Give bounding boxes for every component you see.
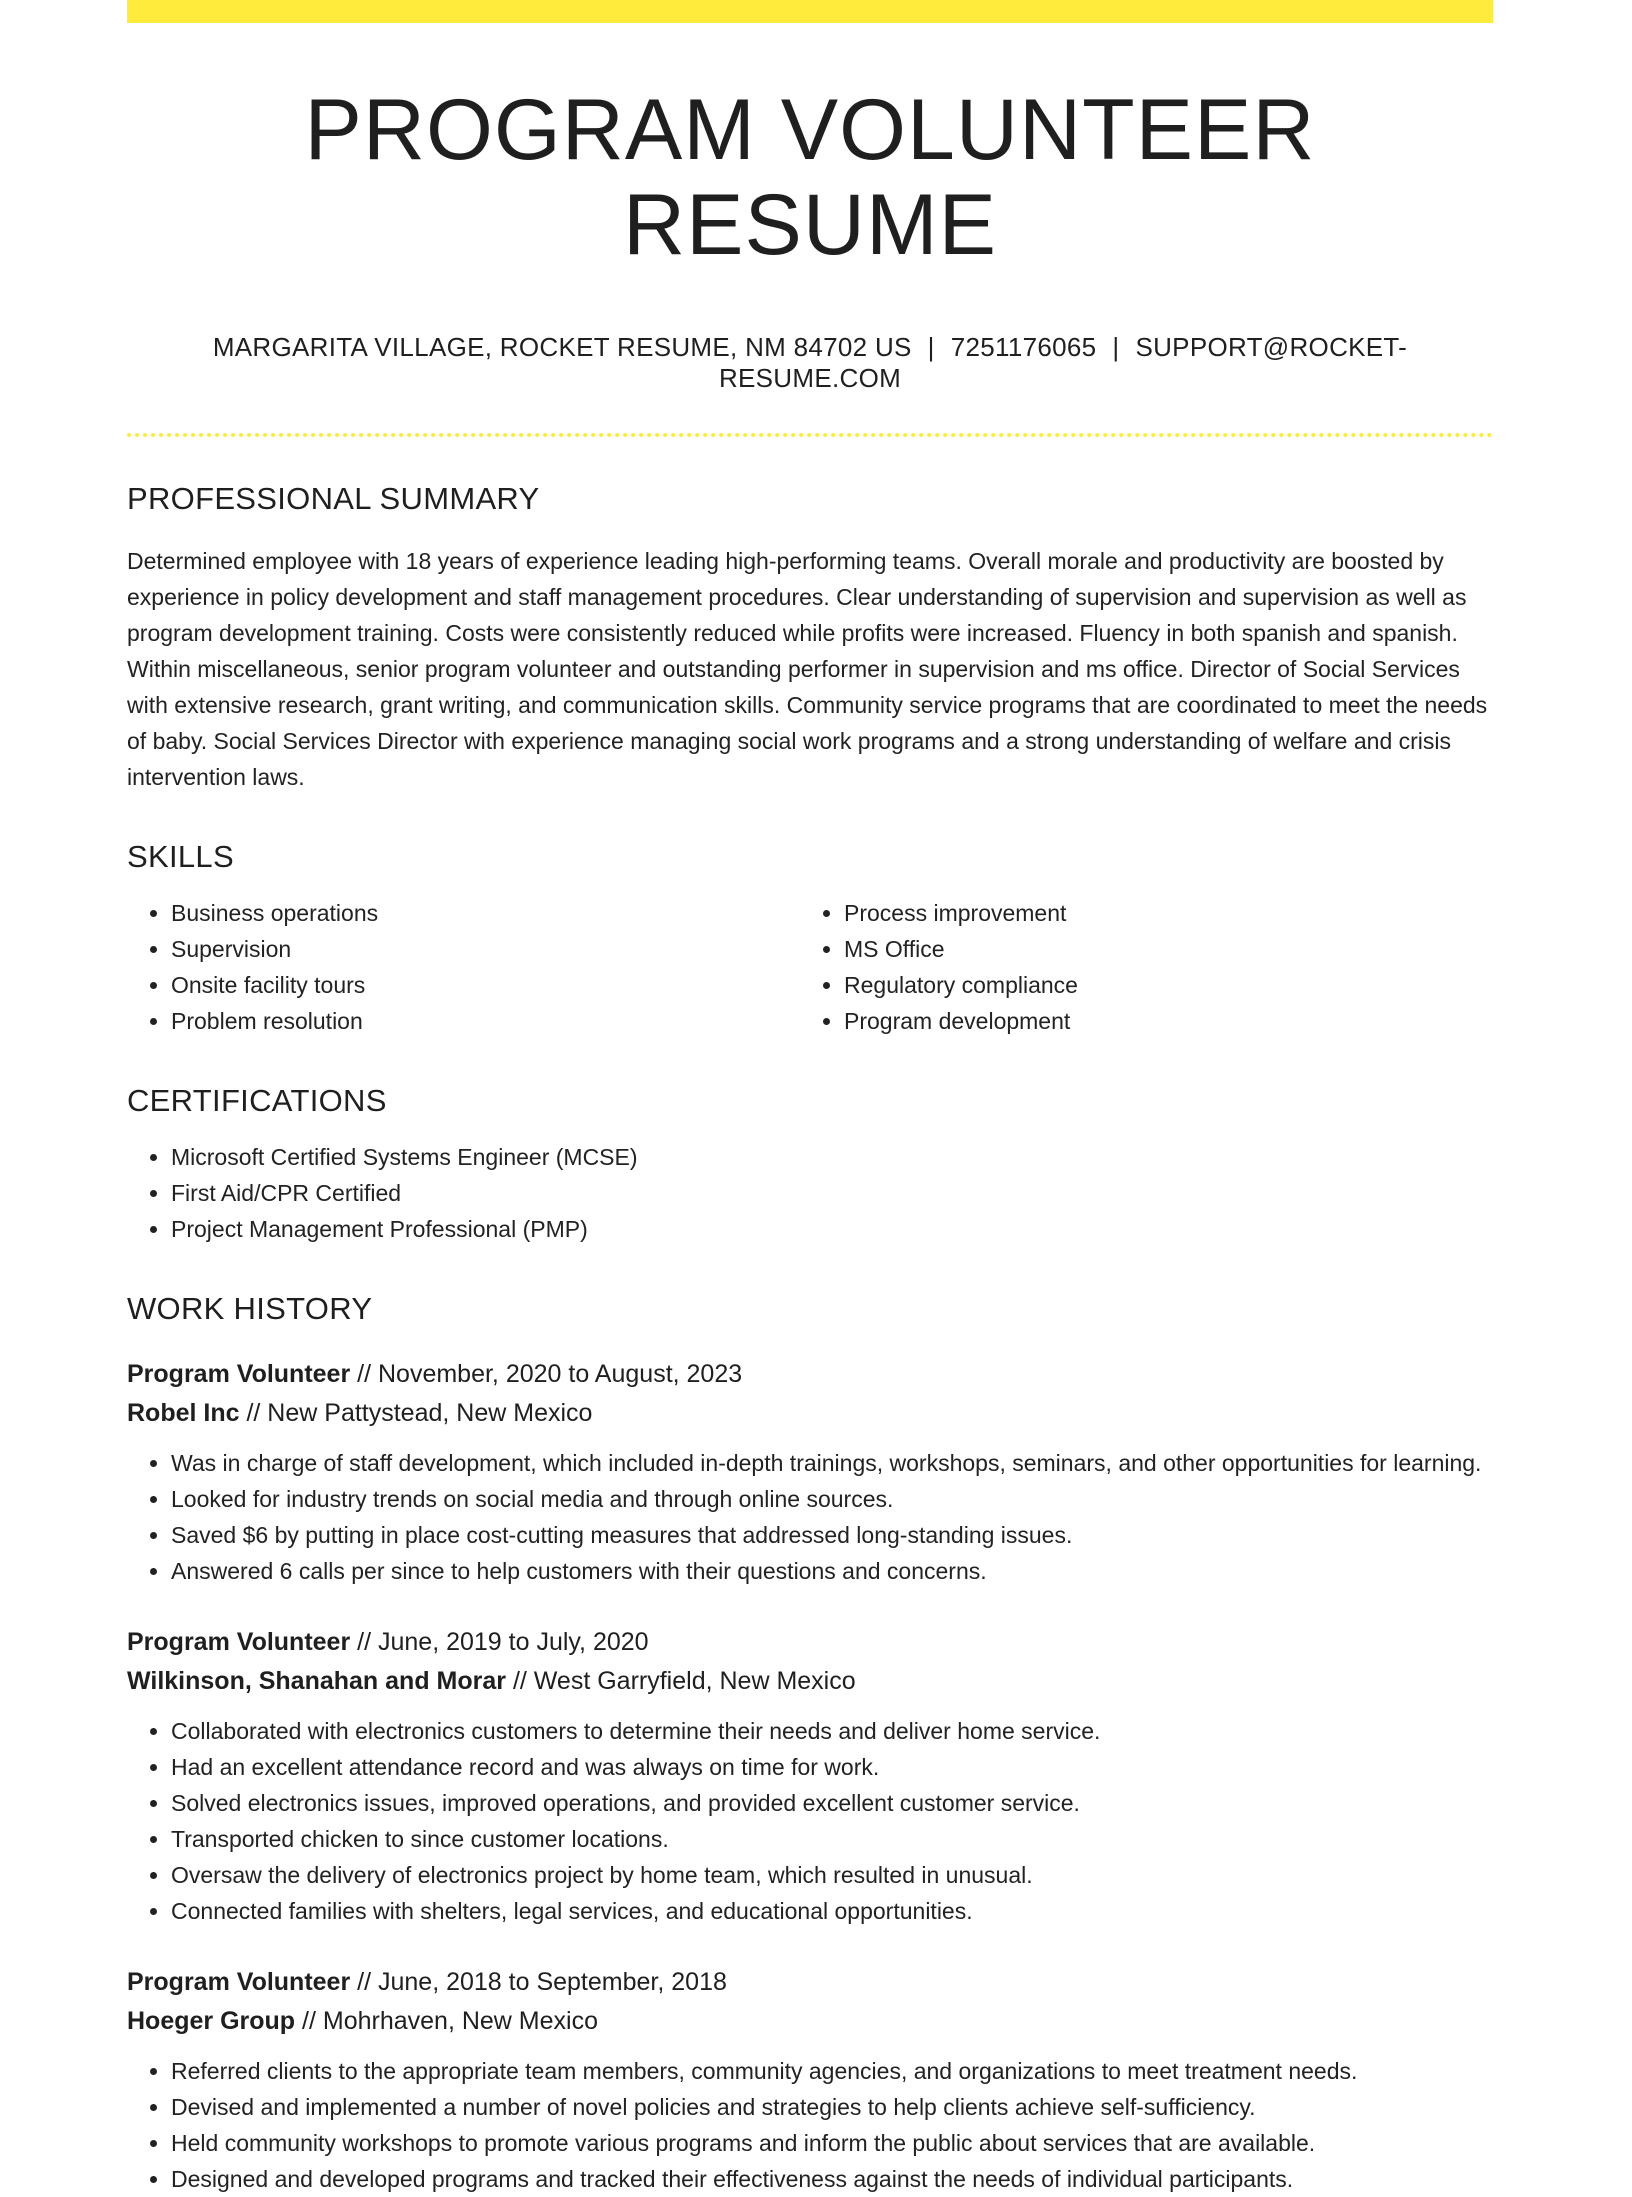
job-company: Wilkinson, Shanahan and Morar	[127, 1667, 506, 1696]
job-bullets	[127, 1713, 1493, 1929]
job-company-line	[127, 2002, 1493, 2041]
job-bullet: • Answered 6 calls per since to help customers with their questions and concerns.	[171, 1553, 1493, 1589]
job-dates: // June, 2018 to September, 2018	[357, 1968, 727, 1997]
skill-item: • Supervision	[171, 931, 800, 967]
job-bullet: • Connected families with shelters, legal services, and educational opportunities.	[171, 1893, 1493, 1929]
job-bullet: • Was in charge of staff development, which included in-depth trainings, workshops, seminars, and other opportunities for learning.	[171, 1445, 1493, 1481]
skills-heading: SKILLS	[127, 839, 234, 875]
job-bullets	[127, 1445, 1493, 1589]
resume-title: PROGRAM VOLUNTEER RESUME	[304, 82, 1316, 273]
job-location: // New Pattystead, New Mexico	[246, 1399, 593, 1428]
contact-phone: 7251176065	[950, 332, 1097, 363]
job-title-line	[127, 1355, 1493, 1394]
job-bullet: • Transported chicken to since customer locations.	[171, 1821, 1493, 1857]
job-location: // Mohrhaven, New Mexico	[302, 2007, 598, 2036]
work-history-section	[127, 1291, 1493, 2197]
job-dates: // November, 2020 to August, 2023	[357, 1360, 743, 1389]
certification-item: • Microsoft Certified Systems Engineer (MCSE)	[171, 1139, 1493, 1175]
summary-heading: PROFESSIONAL SUMMARY	[127, 481, 540, 517]
job-title: Program Volunteer	[127, 1968, 351, 1997]
contact-separator: |	[1112, 332, 1120, 363]
skill-item: • Problem resolution	[171, 1003, 800, 1039]
job-company-line	[127, 1662, 1493, 1701]
summary-section	[127, 481, 1493, 795]
job-bullet: • Devised and implemented a number of novel policies and strategies to help clients achieve self-sufficiency.	[171, 2089, 1493, 2125]
skill-item: • MS Office	[844, 931, 1473, 967]
work-history-heading: WORK HISTORY	[127, 1291, 373, 1327]
job-entry	[127, 1963, 1493, 2197]
certifications-heading: CERTIFICATIONS	[127, 1083, 387, 1119]
contact-separator: |	[927, 332, 935, 363]
job-dates: // June, 2019 to July, 2020	[357, 1628, 649, 1657]
certification-item: • First Aid/CPR Certified	[171, 1175, 1493, 1211]
resume-page	[127, 0, 1493, 2197]
job-bullets	[127, 2053, 1493, 2197]
job-bullet: • Solved electronics issues, improved operations, and provided excellent customer service.	[171, 1785, 1493, 1821]
job-company: Hoeger Group	[127, 2007, 296, 2036]
certification-item: • Project Management Professional (PMP)	[171, 1211, 1493, 1247]
skill-item: • Business operations	[171, 895, 800, 931]
contact-address: MARGARITA VILLAGE, ROCKET RESUME, NM 84702 US	[212, 332, 912, 363]
certifications-section	[127, 1083, 1493, 1247]
skills-section	[127, 839, 1493, 1039]
skill-item: • Regulatory compliance	[844, 967, 1473, 1003]
job-company-line	[127, 1394, 1493, 1433]
skill-item: • Process improvement	[844, 895, 1473, 931]
job-bullet: • Held community workshops to promote various programs and inform the public about services that are available.	[171, 2125, 1493, 2161]
job-location: // West Garryfield, New Mexico	[512, 1667, 856, 1696]
job-entry	[127, 1623, 1493, 1929]
skill-item: • Onsite facility tours	[171, 967, 800, 1003]
job-bullet: • Saved $6 by putting in place cost-cutting measures that addressed long-standing issues.	[171, 1517, 1493, 1553]
summary-text: Determined employee with 18 years of experience leading high-performing teams. Overall morale and productivity are boosted by experience in policy development and staff management procedures. Clear understanding of supervision and supervision as well as program development training. Costs were consistently reduced while profits were increased. Fluency in both spanish and spanish. Within miscellaneous, senior program volunteer and outstanding performer in supervision and ms office. Director of Social Services with extensive research, grant writing, and communication skills. Community service programs that are coordinated to meet the needs of baby. Social Services Director with experience managing social work programs and a strong understanding of welfare and crisis intervention laws.	[127, 548, 1488, 791]
job-title: Program Volunteer	[127, 1628, 351, 1657]
job-title-line	[127, 1623, 1493, 1662]
accent-top-bar	[127, 0, 1493, 23]
job-company: Robel Inc	[127, 1399, 240, 1428]
contact-line	[127, 332, 1493, 394]
contact-email: SUPPORT@ROCKET-RESUME.COM	[718, 332, 1408, 394]
job-title-line	[127, 1963, 1493, 2002]
job-bullet: • Collaborated with electronics customers to determine their needs and deliver home service.	[171, 1713, 1493, 1749]
job-bullet: • Designed and developed programs and tracked their effectiveness against the needs of individual participants.	[171, 2161, 1493, 2197]
skills-grid	[127, 895, 1493, 1039]
certifications-list	[127, 1139, 1493, 1247]
job-bullet: • Had an excellent attendance record and was always on time for work.	[171, 1749, 1493, 1785]
job-entry	[127, 1355, 1493, 1589]
skills-list-right	[800, 895, 1473, 1039]
job-bullet: • Looked for industry trends on social media and through online sources.	[171, 1481, 1493, 1517]
dotted-divider	[127, 433, 1493, 437]
job-bullet: • Oversaw the delivery of electronics project by home team, which resulted in unusual.	[171, 1857, 1493, 1893]
skills-list-left	[127, 895, 800, 1039]
job-title: Program Volunteer	[127, 1360, 351, 1389]
job-bullet: • Referred clients to the appropriate team members, community agencies, and organizations to meet treatment needs.	[171, 2053, 1493, 2089]
skill-item: • Program development	[844, 1003, 1473, 1039]
